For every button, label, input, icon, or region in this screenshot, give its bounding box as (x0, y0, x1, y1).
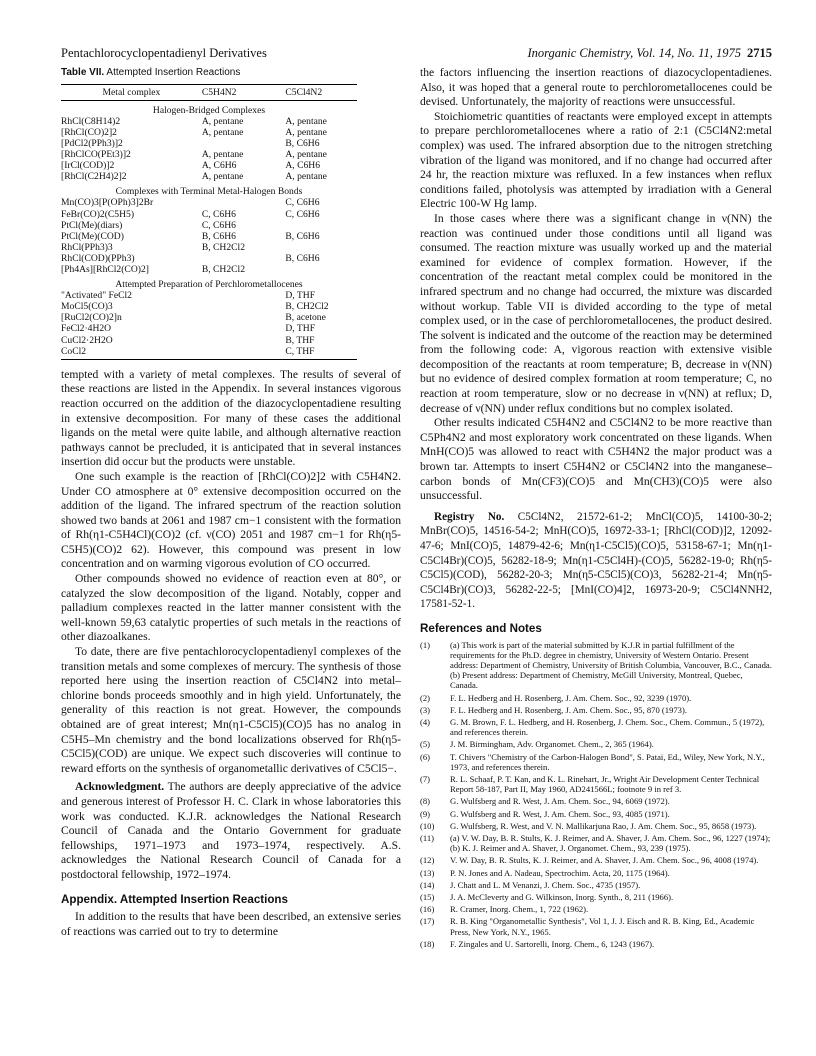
table-cell: D, THF (285, 323, 316, 335)
reference-number: (11) (420, 833, 434, 844)
table-cell: [PdCl2(PPh3)]2 (61, 137, 123, 149)
table-cell: [Ph4As][RhCl2(CO)2] (61, 264, 149, 275)
table-row (61, 220, 357, 231)
table-cell: A, pentane (201, 171, 244, 183)
table-cell: B, CH2Cl2 (285, 301, 329, 313)
table-cell (285, 220, 357, 231)
table-row (61, 197, 357, 208)
table-row (61, 209, 357, 220)
table-cell: CuCl2·2H2O (61, 334, 113, 346)
reference-item (420, 752, 772, 772)
reference-item (420, 821, 772, 831)
table-cell: [IrCl(COD)]2 (61, 160, 115, 172)
table-header-row (61, 84, 357, 100)
reference-item (420, 939, 772, 949)
body-paragraph: Other results indicated C5H4N2 and C5Cl4N2 to be more reactive than C5Ph4N2 and most exploratory work concentrated on these ligands. When MnH(CO)5 was allowed to react with C5H4N2 the major product was a brown tar. Attempts to insert C5H4N2 or C5Cl4N2 into the manganese–carbon bonds of Mn(CF3)(CO)5 and Mn(CH3)(CO)5 were also unsuccessful. (420, 416, 772, 503)
reference-number: (3) (420, 704, 431, 715)
reference-text: T. Chivers "Chemistry of the Carbon-Halogen Bond", S. Patai, Ed., Wiley, New York, N.Y., 1973, and references therein. (450, 751, 765, 772)
table-cell: PtCl(Me)(diars) (61, 219, 123, 231)
reference-text: G. Wulfsberg, R. West, and V. N. Mallikarjuna Rao, J. Am. Chem. Soc., 95, 8658 (1973). (450, 820, 757, 831)
table-cell (202, 290, 286, 301)
reference-number: (5) (420, 739, 431, 750)
reference-text: R. B. King "Organometallic Synthesis", Vol 1, J. J. Eisch and R. B. King, Ed., Academic Press, New York, N.Y., 1965. (450, 916, 755, 937)
reference-item (420, 705, 772, 715)
body-paragraph: Stoichiometric quantities of reactants were employed except in attempts to prepare perchlorometallocenes where a ratio of 2:1 (C5Cl4N2:metal complex) was used. The infrared absorption due to the nitrogen stretching vibration of the ligand was monitored, and if no change had occurred after 24 hr, the reaction mixture was refluxed. In a few instances when reflux conditions failed, photolysis was attempted by irradiation with a General Electric 100-W Hg lamp. (420, 109, 772, 211)
reference-number: (6) (420, 751, 431, 762)
reference-text: G. Wulfsberg and R. West, J. Am. Chem. Soc., 94, 6069 (1972). (450, 796, 670, 807)
appendix-text: In addition to the results that have been described, an extensive series of reactions was carried out to try to determine (61, 910, 401, 938)
table-section-row (61, 182, 357, 197)
reference-item (420, 693, 772, 703)
reference-text: F. L. Hedberg and H. Rosenberg, J. Am. Chem. Soc., 92, 3239 (1970). (450, 692, 692, 703)
reference-number: (8) (420, 796, 431, 807)
table-cell (202, 312, 286, 323)
col-header-complex: Metal complex (61, 84, 202, 100)
table-row (61, 138, 357, 149)
reference-item (420, 855, 772, 865)
table-cell (202, 346, 286, 360)
table-caption (61, 66, 401, 81)
table-row (61, 242, 357, 253)
body-paragraph: tempted with a variety of metal complexes. The results of several of these reactions are listed in the Appendix. In several instances vigorous reaction occurred on the addition of the diazocyclopentadiene resulting in extensive decomposition. For many of these cases the additional ligands on the metal were quite labile, and although alternative reaction pathways cannot be precluded, it is anticipated that in several instances insertion did occur but the products were unstable. (61, 367, 401, 469)
right-column (420, 66, 772, 951)
acknowledgment-text: The authors are deeply appreciative of the advice and generous interest of Professor H. C. Clark in whose laboratories this work was conducted. K.J.R. acknowledges the National Research Council of Canada and the Ontario Government for graduate fellowships, 1971–1973 and 1973–1974, respectively. A.S. acknowledges the National Research Council of Canada for a postdoctoral fellowship, 1972–1974. (61, 780, 401, 881)
insertion-table (61, 84, 357, 360)
table-cell: A, pentane (201, 126, 244, 138)
table-cell: MoCl5(CO)3 (61, 301, 113, 313)
reference-text: G. Wulfsberg and R. West, J. Am. Chem. Soc., 93, 4085 (1971). (450, 808, 670, 819)
body-paragraph: One such example is the reaction of [RhCl(CO)2]2 with C5H4N2. Under CO atmosphere at 0° extensive decomposition occurred on the addition of the ligand. The infrared spectrum of the reaction solution showed two bands at 2061 and 1987 cm−1 consistent with the formation of Rh(η1-C5H4Cl)(CO)2 (cf. ν(CO) 2051 and 1987 cm−1 for Rh(η5-C5H5)(CO)2 62). However, this compound was present in low concentration and on warming vigorous evolution of CO occurred. (61, 469, 401, 571)
table-cell: B, C6H6 (201, 230, 236, 242)
table-cell: A, pentane (285, 115, 327, 127)
reference-text: F. L. Hedberg and H. Rosenberg, J. Am. Chem. Soc., 95, 870 (1973). (450, 704, 687, 715)
table-cell: RhCl(COD)(PPh3) (61, 252, 135, 264)
table-cell: B, CH2Cl2 (201, 264, 246, 275)
table-cell: A, C6H6 (201, 160, 237, 172)
reference-text: (a) V. W. Day, B. R. Stults, K. J. Reimer, and A. Shaver, J. Am. Chem. Soc., 96, 1227 (1974); (b) K. J. Reimer and A. Shaver, J. Organomet. Chem., 93, 239 (1975). (450, 833, 771, 854)
table-row (61, 149, 357, 160)
table-row (61, 290, 357, 301)
table-cell: B, acetone (285, 312, 326, 324)
table-cell: A, C6H6 (285, 160, 321, 172)
reference-item (420, 717, 772, 737)
body-paragraph: In those cases where there was a significant change in ν(NN) the reaction was continued under those conditions until all ligand was consumed. The reaction mixture was usually worked up and the material examined for evidence of complex formation. However, if the concentration of the reactant metal complex could be monitored in the infrared spectrum and no change had occurred, the mixture was discarded without workup. Table VII is divided according to the type of metal complex used, or in the case of perchlorometallocenes, the product desired. The solvent is indicated and the outcome of the reaction may be determined from the following code: A, vigorous reaction with extensive visible decomposition of the reactants at room temperature; B, decrease in ν(NN) but no evidence of desired complex formation at room temperature; C, no reaction at room temperature, slow or no decrease in ν(NN) at reflux; D, decrease of ν(NN) under reflux conditions but no complex isolated. (420, 211, 772, 415)
table-row (61, 312, 357, 323)
reference-number: (2) (420, 692, 431, 703)
table-cell: [RhClCO(PEt3)]2 (61, 149, 131, 161)
table-cell: A, pentane (285, 126, 327, 138)
table-cell: C, C6H6 (285, 197, 320, 209)
table-row (61, 346, 357, 360)
reference-item (420, 904, 772, 914)
reference-item (420, 892, 772, 902)
table-cell: Mn(CO)3[P(OPh)3]2Br (61, 197, 154, 209)
table-row (61, 253, 357, 264)
reference-text: R. Cramer, Inorg. Chem., 1, 722 (1962). (450, 904, 589, 915)
col-header-c5cl4n2: C5Cl4N2 (285, 84, 357, 100)
table-cell: C, THF (285, 346, 357, 360)
table-cell: B, C6H6 (285, 137, 320, 149)
table-label: Table VII. (61, 67, 105, 78)
reference-number: (13) (420, 867, 435, 878)
reference-text: J. A. McCleverty and G. Wilkinson, Inorg. Synth., 8, 211 (1966). (450, 892, 674, 903)
table-cell: [RhCl(C2H4)2]2 (61, 171, 127, 183)
running-header-left: Pentachlorocyclopentadienyl Derivatives (61, 46, 267, 60)
reference-text: J. M. Birmingham, Adv. Organomet. Chem., 2, 365 (1964). (450, 739, 654, 750)
table-cell (202, 323, 286, 334)
table-section-title: Attempted Preparation of Perchlorometallocenes (115, 279, 303, 291)
journal-citation: Inorganic Chemistry, Vol. 14, No. 11, 1975 (527, 46, 741, 60)
table-cell: A, pentane (285, 171, 327, 183)
reference-item (420, 880, 772, 890)
table-cell: FeCl2·4H2O (61, 323, 112, 335)
body-paragraph: Other compounds showed no evidence of reaction even at 80°, or catalyzed the slow decomposition of the ligand. Notably, copper and palladium complexes reacted in the latter manner consistent with the well-known 59,63 catalytic properties of such metals in the reactions of other diazoalkanes. (61, 572, 401, 644)
table-cell: [RuCl2(CO)2]n (61, 312, 122, 324)
table-cell: A, pentane (285, 149, 327, 161)
reference-text: G. M. Brown, F. L. Hedberg, and H. Rosenberg, J. Chem. Soc., Chem. Commun., 5 (1972), and references therein. (450, 716, 765, 738)
table-cell: B, CH2Cl2 (201, 241, 246, 253)
registry-text: C5Cl4N2, 21572-61-2; MnCl(CO)5, 14100-30-2; MnBr(CO)5, 14516-54-2; MnH(CO)5, 16972-33-1; [RhCl(COD)]2, 12092-47-6; MnI(CO)5, 14879-42-6; Mn(η1-C5Cl5)(CO)5, 53158-67-1; Mn(η1-C5Cl4Br)(CO)5, 56282-18-9; Mn(η1-C5Cl4H)-(CO)5, 56282-19-0; Rh(η5-C5Cl5)(COD), 56282-20-3; Mn(η5-C5Cl5)(CO)3, 56282-21-4; Mn(η5-C5Cl4Br)(CO)3, 56282-22-5; [MnI(CO)4]2, 16973-20-9; C5Cl4NNH2, 17581-52-1. (420, 510, 772, 611)
table-cell (202, 301, 286, 312)
table-cell: "Activated" FeCl2 (61, 290, 132, 302)
registry-numbers (420, 510, 772, 612)
table-cell: C, C6H6 (201, 208, 236, 220)
col-header-c5h4n2: C5H4N2 (202, 84, 286, 100)
table-body (61, 100, 357, 359)
reference-number: (18) (420, 938, 435, 949)
reference-text: J. Chatt and L. M Venanzi, J. Chem. Soc., 4735 (1957). (450, 879, 641, 890)
table-row (61, 335, 357, 346)
reference-number: (17) (420, 916, 435, 927)
table-cell: A, pentane (201, 115, 244, 127)
reference-item (420, 833, 772, 853)
table-cell (202, 138, 286, 149)
reference-number: (16) (420, 904, 435, 915)
reference-number: (12) (420, 855, 435, 866)
table-cell (202, 197, 286, 208)
table-cell: RhCl(PPh3)3 (61, 241, 113, 253)
table-cell: PtCl(Me)(COD) (61, 230, 124, 242)
table-section-row (61, 100, 357, 116)
reference-number: (1) (420, 639, 431, 650)
table-cell (285, 264, 357, 275)
table-cell: C, C6H6 (285, 208, 320, 220)
table-cell (202, 335, 286, 346)
table-row (61, 231, 357, 242)
table-cell: A, pentane (201, 149, 244, 161)
table-cell: B, C6H6 (285, 230, 320, 242)
table-cell: [RhCl(CO)2]2 (61, 126, 117, 138)
reference-item (420, 640, 772, 691)
reference-text: V. W. Day, B. R. Stults, K. J. Reimer, and A. Shaver, J. Am. Chem. Soc., 96, 4008 (1974). (450, 855, 759, 866)
appendix-heading: Appendix. Attempted Insertion Reactions (61, 892, 288, 906)
table-row (61, 301, 357, 312)
table-cell: B, THF (285, 334, 315, 346)
reference-number: (4) (420, 716, 431, 727)
reference-number: (15) (420, 892, 435, 903)
registry-label: Registry No. (434, 510, 505, 523)
table-section-title: Halogen-Bridged Complexes (152, 104, 266, 116)
table-cell: B, C6H6 (285, 252, 320, 264)
reference-number: (7) (420, 774, 431, 784)
reference-number: (9) (420, 808, 431, 819)
reference-text: P. N. Jones and A. Nadeau, Spectrochim. Acta, 20, 1175 (1964). (450, 867, 670, 878)
reference-text: F. Zingales and U. Sartorelli, Inorg. Chem., 6, 1243 (1967). (450, 938, 655, 949)
table-section-title: Complexes with Terminal Metal-Halogen Bonds (115, 186, 303, 198)
table-cell: CoCl2 (61, 346, 202, 360)
table-cell: RhCl(C8H14)2 (61, 115, 121, 127)
reference-item (420, 916, 772, 936)
reference-number: (14) (420, 879, 435, 890)
table-row (61, 171, 357, 182)
body-paragraph: the factors influencing the insertion reactions of diazocyclopentadienes. Also, it was hoped that a general route to perchlorometallocenes could be devised. Unfortunately, the majority of reactions were unsuccessful. (420, 66, 772, 109)
table-cell: FeBr(CO)2(C5H5) (61, 208, 135, 220)
table-title: Attempted Insertion Reactions (106, 67, 241, 78)
reference-list (420, 640, 772, 949)
running-header-right (527, 46, 772, 61)
body-paragraph: To date, there are five pentachlorocyclopentadienyl complexes of the transition metals and some complexes of mercury. The synthesis of those reported here using the insertion reaction of C5Cl4N2 into metal–chlorine bonds proceeds smoothly and in high yield. Unfortunately, the generality of this reaction is not great. However, the compounds obtained are of great interest; Mn(η1-C5Cl5)(CO)5 has no analog in C5H5–Mn chemistry and the bond localizations observed for Rh(η5-C5Cl5)(COD) are unique. We expect such discoveries will continue to reward efforts on the synthesis of organometallic derivatives of C5Cl5−. (61, 645, 401, 775)
table-row (61, 116, 357, 127)
page-number: 2715 (747, 46, 772, 60)
table-row (61, 160, 357, 171)
reference-text: R. L. Schaaf, P. T. Kan, and K. L. Rinehart, Jr., Wright Air Development Center Technical Report 58-187, Part II, May 1960, AD241566L; footnote 9 in ref 3. (450, 774, 760, 795)
table-section-row (61, 275, 357, 290)
acknowledgment (61, 780, 401, 882)
table-row (61, 127, 357, 138)
reference-item (420, 809, 772, 819)
reference-item (420, 796, 772, 806)
table-cell (285, 242, 357, 253)
table-row (61, 264, 357, 275)
table-row (61, 323, 357, 334)
table-cell: D, THF (285, 290, 316, 302)
left-column (61, 66, 401, 939)
reference-text: (a) This work is part of the material submitted by K.J.R in partial fulfillment of the requirements for the Ph.D. degree in chemistry, University of Western Ontario. Present address: Department of Chemistry, University of British Columbia, Vancouver, B.C., Canada. (b) Present address: Department of Chemistry, McGill University, Montreal, Quebec, Canada. (450, 639, 772, 691)
reference-item (420, 739, 772, 749)
reference-item (420, 774, 772, 794)
table-cell (202, 253, 286, 264)
acknowledgment-heading: Acknowledgment. (75, 780, 165, 794)
reference-number: (10) (420, 820, 435, 831)
reference-item (420, 868, 772, 878)
table-cell: C, C6H6 (201, 219, 236, 231)
references-heading: References and Notes (420, 621, 542, 635)
